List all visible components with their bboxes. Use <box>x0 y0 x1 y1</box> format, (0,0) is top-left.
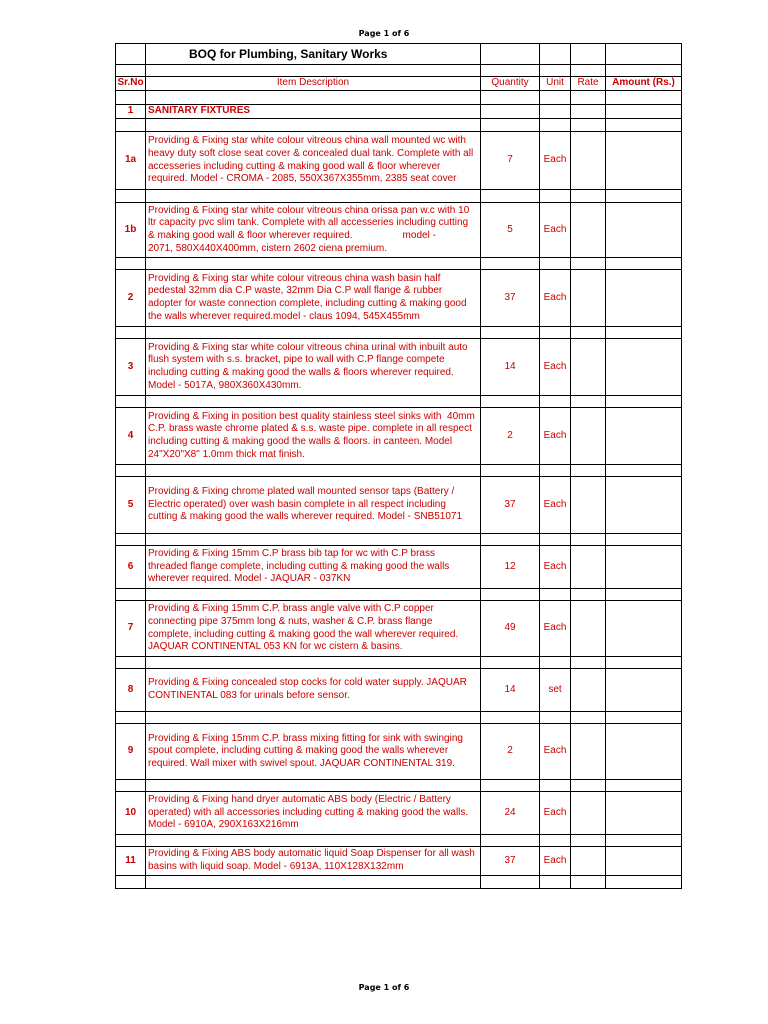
description-line: spout complete, including cutting & making good the walls wherever <box>148 745 449 757</box>
item-rate <box>571 546 606 589</box>
item-amount <box>606 601 682 657</box>
blank-cell <box>606 876 682 889</box>
description-line: cutting & making good the walls wherever required. Model - SNB51071 <box>148 511 463 523</box>
blank-cell <box>146 534 481 546</box>
item-amount <box>606 408 682 465</box>
item-description <box>146 339 481 396</box>
description-line: Providing & Fixing 15mm C.P brass bib tap for wc with C.P brass <box>148 548 435 560</box>
item-quantity: 37 <box>481 847 540 876</box>
item-rate <box>571 270 606 327</box>
item-description <box>146 601 481 657</box>
blank-cell <box>116 589 146 601</box>
blank-cell <box>146 119 481 132</box>
blank-cell <box>571 657 606 669</box>
blank-cell <box>481 876 540 889</box>
item-sr-no: 2 <box>116 270 146 327</box>
spacer-row <box>116 589 682 601</box>
blank-cell <box>481 258 540 270</box>
description-line: the walls wherever required.model - claus 1094, 545X455mm <box>148 310 420 322</box>
item-description <box>146 669 481 712</box>
blank-cell <box>540 657 571 669</box>
blank-cell <box>146 190 481 203</box>
item-row <box>116 792 682 835</box>
item-row <box>116 408 682 465</box>
description-line: Providing & Fixing 15mm C.P. brass angle valve with C.P copper <box>148 603 434 615</box>
item-row <box>116 724 682 780</box>
item-sr-no: 9 <box>116 724 146 780</box>
item-unit: Each <box>540 408 571 465</box>
item-rate <box>571 724 606 780</box>
item-quantity: 12 <box>481 546 540 589</box>
blank-cell <box>481 44 540 65</box>
description-line: including cutting & making good the walls & floors. in canteen. Model <box>148 436 453 447</box>
section-number: 1 <box>116 105 146 119</box>
description-line: required. Model - CROMA - 2085, 550X367X355mm, 2385 seat cover <box>148 173 457 185</box>
blank-cell <box>481 465 540 477</box>
item-row <box>116 339 682 396</box>
item-description <box>146 724 481 780</box>
item-quantity: 14 <box>481 339 540 396</box>
description-line: Providing & Fixing ABS body automatic liquid Soap Dispenser for all wash <box>148 848 475 860</box>
blank-cell <box>571 589 606 601</box>
blank-cell <box>116 327 146 339</box>
page-number-footer: Page 1 of 6 <box>358 983 410 992</box>
item-row <box>116 669 682 712</box>
blank-cell <box>571 534 606 546</box>
blank-cell <box>481 534 540 546</box>
item-sr-no: 11 <box>116 847 146 876</box>
item-sr-no: 10 <box>116 792 146 835</box>
blank-cell <box>571 780 606 792</box>
item-quantity: 2 <box>481 724 540 780</box>
description-line: connecting pipe 375mm long & nuts, washer & C.P. brass flange <box>148 615 433 627</box>
spacer-row <box>116 712 682 724</box>
item-unit: Each <box>540 724 571 780</box>
blank-cell <box>116 190 146 203</box>
description-line: CONTINENTAL 083 for urinals before sensor. <box>148 690 350 701</box>
description-line: Providing & Fixing hand dryer automatic ABS body (Electric / Battery <box>148 794 451 806</box>
blank-cell <box>606 534 682 546</box>
item-row <box>116 477 682 534</box>
blank-cell <box>146 712 481 724</box>
blank-cell <box>571 465 606 477</box>
blank-cell <box>540 589 571 601</box>
blank-cell <box>571 258 606 270</box>
blank-cell <box>481 327 540 339</box>
spacer-row <box>116 657 682 669</box>
description-line: Providing & Fixing star white colour vitreous china wash basin half <box>148 272 441 284</box>
blank-cell <box>146 327 481 339</box>
blank-cell <box>540 44 571 65</box>
item-unit: Each <box>540 132 571 190</box>
item-rate <box>571 203 606 258</box>
blank-cell <box>540 780 571 792</box>
blank-cell <box>571 327 606 339</box>
blank-cell <box>571 190 606 203</box>
description-line: Model - 5017A, 980X360X430mm. <box>148 379 302 391</box>
item-rate <box>571 847 606 876</box>
description-line: Providing & Fixing star white colour vitreous china urinal with inbuilt auto <box>148 341 468 353</box>
blank-cell <box>116 780 146 792</box>
description-line: wherever required. Model - JAQUAR - 037KN <box>148 573 351 585</box>
blank-cell <box>481 396 540 408</box>
blank-cell <box>146 876 481 889</box>
item-description <box>146 132 481 190</box>
description-line: accesseries including cutting & making good wall & floor wherever <box>148 160 441 172</box>
item-description <box>146 546 481 589</box>
item-description <box>146 203 481 258</box>
blank-cell <box>481 780 540 792</box>
item-rate <box>571 477 606 534</box>
description-line: Model - 6910A, 290X163X216mm <box>148 819 299 831</box>
blank-cell <box>116 465 146 477</box>
description-line: including cutting & making good the walls & floors wherever required. <box>148 367 454 378</box>
header-row <box>116 77 682 91</box>
item-unit: Each <box>540 339 571 396</box>
page-title: BOQ for Plumbing, Sanitary Works <box>146 44 481 65</box>
blank-cell <box>116 396 146 408</box>
description-line: complete, including cutting & making good the wall wherever required. <box>148 628 459 640</box>
item-sr-no: 3 <box>116 339 146 396</box>
description-line: operated) with all accessories including cutting & making good the walls. <box>148 806 469 818</box>
blank-cell <box>540 258 571 270</box>
blank-cell <box>571 119 606 132</box>
description-line: C.P. brass waste chrome plated & s.s. waste pipe. complete in all respect <box>148 423 472 435</box>
description-line: threaded flange complete, including cutting & making good the walls <box>148 560 450 572</box>
blank-cell <box>540 396 571 408</box>
description-line: Providing & Fixing chrome plated wall mounted sensor taps (Battery / <box>148 486 455 498</box>
blank-cell <box>116 119 146 132</box>
blank-cell <box>606 190 682 203</box>
item-amount <box>606 477 682 534</box>
spacer-row <box>116 876 682 889</box>
spacer-row <box>116 258 682 270</box>
item-amount <box>606 669 682 712</box>
blank-cell <box>571 712 606 724</box>
spacer-row <box>116 465 682 477</box>
blank-cell <box>606 465 682 477</box>
blank-cell <box>146 657 481 669</box>
item-quantity: 24 <box>481 792 540 835</box>
description-line: Providing & Fixing star white colour vitreous china wall mounted wc with <box>148 135 466 147</box>
item-sr-no: 4 <box>116 408 146 465</box>
item-sr-no: 7 <box>116 601 146 657</box>
item-row <box>116 847 682 876</box>
item-sr-no: 8 <box>116 669 146 712</box>
item-rate <box>571 339 606 396</box>
spacer-row <box>116 119 682 132</box>
spacer-row <box>116 91 682 105</box>
description-line: basins with liquid soap. Model - 6913A, 110X128X132mm <box>148 861 404 872</box>
blank-cell <box>481 712 540 724</box>
description-line: 2071, 580X440X400mm, cistern 2602 ciena premium. <box>148 242 388 254</box>
item-sr-no: 1a <box>116 132 146 190</box>
item-amount <box>606 847 682 876</box>
blank-cell <box>571 876 606 889</box>
description-line: Electric operated) over wash basin complete in all respect including <box>148 498 446 510</box>
item-rate <box>571 792 606 835</box>
blank-cell <box>146 465 481 477</box>
item-unit: Each <box>540 270 571 327</box>
item-description <box>146 847 481 876</box>
description-line: heavy duty soft close seat cover & concealed dual tank. Complete with all <box>148 147 474 159</box>
spacer-row <box>116 780 682 792</box>
item-description <box>146 270 481 327</box>
item-amount <box>606 203 682 258</box>
blank-cell <box>481 190 540 203</box>
item-amount <box>606 724 682 780</box>
item-sr-no: 5 <box>116 477 146 534</box>
blank-cell <box>540 835 571 847</box>
item-rate <box>571 132 606 190</box>
boq-table <box>115 43 682 889</box>
description-line: adopter for waste connection complete, including cutting & making good <box>148 298 467 309</box>
header-item-description: Item Description <box>146 77 481 91</box>
item-unit: Each <box>540 792 571 835</box>
item-sr-no: 1b <box>116 203 146 258</box>
item-description <box>146 408 481 465</box>
blank-cell <box>116 657 146 669</box>
blank-cell <box>540 190 571 203</box>
blank-cell <box>116 712 146 724</box>
item-amount <box>606 132 682 190</box>
blank-cell <box>606 44 682 65</box>
item-rate <box>571 408 606 465</box>
item-unit: set <box>540 669 571 712</box>
item-sr-no: 6 <box>116 546 146 589</box>
header-quantity: Quantity <box>481 77 540 91</box>
description-line: Providing & Fixing 15mm C.P. brass mixing fitting for sink with swinging <box>148 732 463 744</box>
item-unit: Each <box>540 477 571 534</box>
blank-cell <box>540 712 571 724</box>
blank-cell <box>481 657 540 669</box>
item-description <box>146 477 481 534</box>
blank-cell <box>540 876 571 889</box>
item-unit: Each <box>540 546 571 589</box>
item-quantity: 2 <box>481 408 540 465</box>
spacer-row <box>116 327 682 339</box>
item-unit: Each <box>540 601 571 657</box>
item-rate <box>571 669 606 712</box>
blank-cell <box>606 780 682 792</box>
blank-cell <box>116 835 146 847</box>
blank-cell <box>606 396 682 408</box>
blank-cell <box>606 589 682 601</box>
blank-cell <box>146 258 481 270</box>
blank-cell <box>571 44 606 65</box>
item-amount <box>606 546 682 589</box>
description-line: required. Wall mixer with swivel spout. JAQUAR CONTINENTAL 319. <box>148 757 455 769</box>
header-amount: Amount (Rs.) <box>606 77 682 91</box>
item-quantity: 37 <box>481 270 540 327</box>
blank-cell <box>116 44 146 65</box>
description-line: Providing & Fixing concealed stop cocks for cold water supply. JAQUAR <box>148 677 467 689</box>
item-rate <box>571 601 606 657</box>
item-quantity: 49 <box>481 601 540 657</box>
spacer-row <box>116 65 682 77</box>
spacer-row <box>116 534 682 546</box>
blank-cell <box>481 119 540 132</box>
description-line: Providing & Fixing star white colour vitreous china orissa pan w.c with 10 <box>148 204 470 216</box>
description-line: 24"X20"X8" 1.0mm thick mat finish. <box>148 448 305 460</box>
blank-cell <box>146 780 481 792</box>
item-amount <box>606 792 682 835</box>
description-line: Providing & Fixing in position best quality stainless steel sinks with 40mm <box>148 410 475 422</box>
item-row <box>116 132 682 190</box>
item-unit: Each <box>540 847 571 876</box>
description-line: ltr capacity pvc slim tank. Complete with all accesseries including cutting <box>148 217 469 229</box>
page-number-header: Page 1 of 6 <box>358 29 410 38</box>
item-row <box>116 601 682 657</box>
section-row <box>116 105 682 119</box>
blank-cell <box>116 876 146 889</box>
blank-cell <box>146 396 481 408</box>
item-row <box>116 270 682 327</box>
spacer-row <box>116 396 682 408</box>
description-line: JAQUAR CONTINENTAL 053 KN for wc cistern & basins. <box>148 641 403 653</box>
blank-cell <box>606 835 682 847</box>
blank-cell <box>116 534 146 546</box>
spacer-row <box>116 190 682 203</box>
item-quantity: 5 <box>481 203 540 258</box>
blank-cell <box>571 396 606 408</box>
blank-cell <box>571 835 606 847</box>
blank-cell <box>540 465 571 477</box>
spacer-row <box>116 835 682 847</box>
description-line: flush system with s.s. bracket, pipe to wall with C.P flange compete <box>148 354 445 366</box>
blank-cell <box>606 712 682 724</box>
blank-cell <box>116 258 146 270</box>
blank-cell <box>146 835 481 847</box>
blank-cell <box>540 534 571 546</box>
item-quantity: 7 <box>481 132 540 190</box>
blank-cell <box>481 589 540 601</box>
item-amount <box>606 339 682 396</box>
blank-cell <box>606 657 682 669</box>
blank-cell <box>540 327 571 339</box>
header-unit: Unit <box>540 77 571 91</box>
blank-cell <box>540 119 571 132</box>
item-amount <box>606 270 682 327</box>
item-quantity: 37 <box>481 477 540 534</box>
title-row <box>116 44 682 65</box>
header-rate: Rate <box>571 77 606 91</box>
blank-cell <box>481 835 540 847</box>
blank-cell <box>606 119 682 132</box>
description-line: pedestal 32mm dia C.P waste, 32mm Dia C.P wall flange & rubber <box>148 285 443 297</box>
item-row <box>116 546 682 589</box>
item-description <box>146 792 481 835</box>
section-title: SANITARY FIXTURES <box>146 105 481 119</box>
description-line: & making good wall & floor wherever required. model - <box>148 230 436 241</box>
blank-cell <box>606 258 682 270</box>
item-unit: Each <box>540 203 571 258</box>
blank-cell <box>146 589 481 601</box>
header-sr-no: Sr.No <box>116 77 146 91</box>
item-quantity: 14 <box>481 669 540 712</box>
blank-cell <box>606 327 682 339</box>
item-row <box>116 203 682 258</box>
